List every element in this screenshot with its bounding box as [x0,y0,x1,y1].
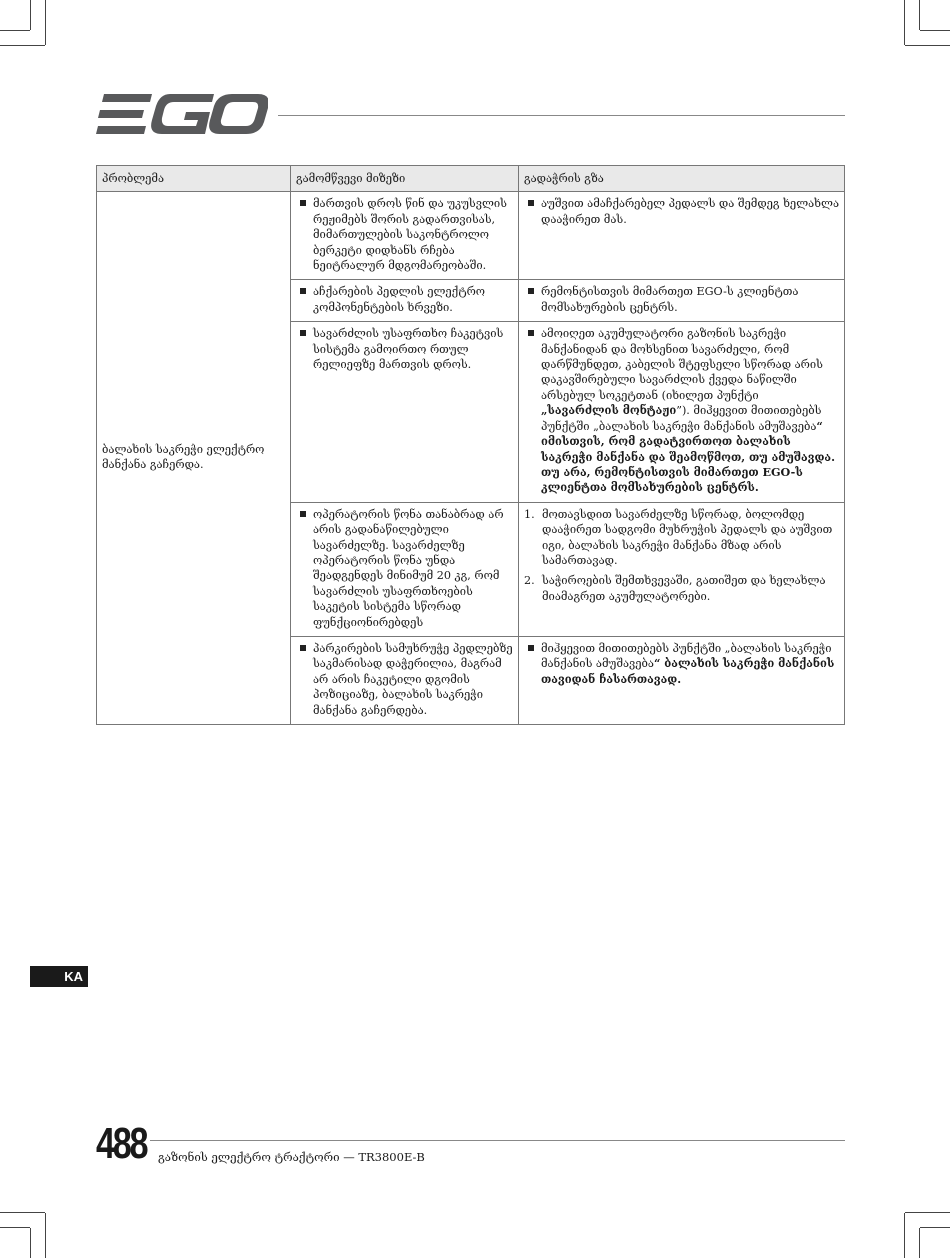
solution-step [524,507,839,569]
solution-text [524,326,839,495]
solution-text: რემონტისთვის მიმართეთ EGO-ს კლიენტთა მომსახურების ცენტრს. [524,284,839,315]
cause-cell [291,192,519,280]
cause-text: სავარძლის უსაფრთხო ჩაკეტვის სისტემა გამოირთო რთულ რელიეფზე მართვის დროს. [296,326,513,372]
cause-text: აჩქარების პედლის ელექტრო კომპონენტების ხრვეზი. [296,284,513,315]
column-header-problem: პრობლემა [97,166,291,192]
cause-cell [291,280,519,322]
crop-mark [45,0,46,45]
header-rule [278,115,845,116]
footer-title: გაზონის ელექტრო ტრაქტორი — TR3800E-B [158,1150,425,1164]
solution-text-part: მიჰყევით მითითებებს პუნქტში „ბალახის საკრეჭი მანქანის ამუშავება [541,641,832,671]
crop-mark [919,0,920,30]
troubleshooting-table [96,165,845,725]
crop-mark [0,30,30,31]
ego-logo [96,94,268,134]
solution-cell [519,502,845,636]
solution-text-bold: “ იმისთვის, რომ გადატვირთოთ ბალახის საკრეჭი მანქანა და შეამოწმოთ, თუ ამუშავდა. თუ არა, რემონტისთვის მიმართეთ EGO-ს კლიენტთა მომსახურების ცენტრს. [541,418,835,495]
step-text: საჭიროების შემთხვევაში, გათიშეთ და ხელახლა მიამაგრეთ აკუმულატორები. [542,574,826,603]
crop-mark [30,0,31,30]
footer-rule [150,1140,845,1141]
solution-text: აუშვით ამაჩქარებელ პედალს და შემდეგ ხელახლა დააჭირეთ მას. [524,196,839,227]
language-tab: KA [30,966,88,987]
crop-mark [904,1213,905,1258]
crop-mark [0,1212,45,1213]
column-header-cause: გამომწვევი მიზეზი [291,166,519,192]
solution-step [524,573,839,604]
step-number: 1. [524,507,535,521]
crop-mark [0,45,45,46]
crop-mark [920,1227,950,1228]
cause-text: ოპერატორის წონა თანაბრად არ არის გადანაწილებული სავარძელზე. სავარძელზე ოპერატორის წონა უნდა შეადგენდეს მინიმუმ 20 კგ, რომ სავარძლის უსაფრთხოების საკეტის სისტემა სწორად ფუნქციონირებდეს [296,507,513,630]
crop-mark [45,1213,46,1258]
crop-mark [919,1228,920,1258]
cause-text: მართვის დროს წინ და უკუსვლის რეჟიმებს შორის გადართვისას, მიმართულების საკონტროლო ბერკეტი დიდხანს რჩება ნეიტრალურ მდგომარეობაში. [296,196,513,273]
table-row [97,192,845,280]
problem-cell: ბალახის საკრეჭი ელექტრო მანქანა გაჩერდა. [97,192,291,725]
crop-mark [30,1228,31,1258]
crop-mark [905,45,950,46]
page-number: 488 [96,1119,147,1168]
crop-mark [904,0,905,45]
crop-mark [905,1212,950,1213]
solution-cell [519,192,845,280]
cause-text: პარკირების სამუხრუჭე პედლებზე საკმარისად დაჭერილია, მაგრამ არ არის ჩაკეტილი დგომის პოზიციაზე, ბალახის საკრეჭი მანქანა გაჩერდება. [296,641,513,718]
solution-text-bold: “ ბალახის საკრეჭი მანქანის თავიდან ჩასართავად. [541,656,835,686]
solution-cell [519,636,845,724]
solution-text-bold: „სავარძლის მონტაჟი [541,403,677,418]
cause-cell [291,636,519,724]
crop-mark [920,30,950,31]
solution-cell [519,280,845,322]
solution-cell [519,322,845,502]
table-header-row [97,166,845,192]
solution-text-part: ამოიღეთ აკუმულატორი გაზონის საკრეჭი მანქანიდან და მოხსენით სავარძელი, რომ დარწმუნდეთ, კაბელის შტეფსელი სწორად არის დაკავშირებული სავარძლის ქვედა ნაწილში არსებულ სოკეტთან (იხილეთ პუნქტი [541,327,823,402]
cause-cell [291,322,519,502]
crop-mark [0,1227,30,1228]
column-header-solution: გადაჭრის გზა [519,166,845,192]
step-number: 2. [524,574,535,588]
solution-text [524,641,839,687]
step-text: მოთავსდით სავარძელზე სწორად, ბოლომდე დააჭირეთ სადგომი მუხრუჭის პედალს და აუშვით იგი, ბალახის საკრეჭი მანქანა მზად არის სამართავად. [542,507,833,567]
cause-cell [291,502,519,636]
solution-text-part: ”). მიჰყევით მითითებებს პუნქტში „ბალახის საკრეჭი მანქანის ამუშავება [541,404,822,433]
